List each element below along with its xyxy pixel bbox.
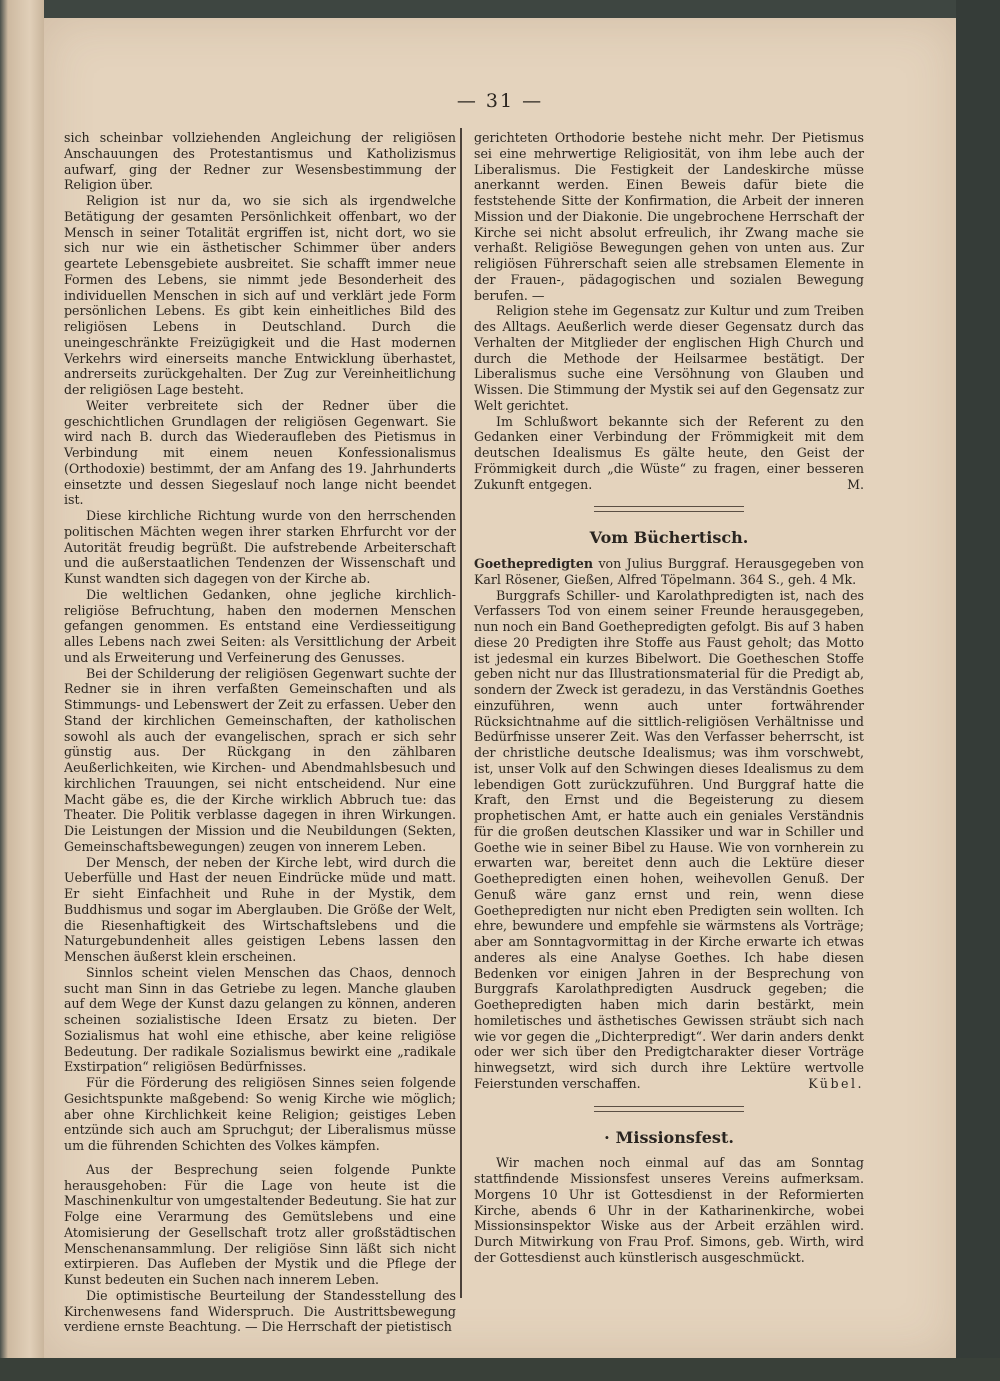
missionsfest-title: Missionsfest. [615, 1127, 734, 1147]
paragraph [474, 414, 864, 493]
missionsfest-text: Wir machen noch einmal auf das am Sonntag stattfindende Missionsfest unseres Vereins aufmerksam. Morgens 10 Uhr ist Gottesdienst in der Reformierten Kirche, abends 6 Uhr in der Katharinenkirche, wobei Missionsinspektor Wiske aus der Arbeit erzählen wird. Durch Mitwirkung von Frau Prof. Simons, geb. Wirth, wird der Gottesdienst auch künstlerisch ausgeschmückt. [474, 1155, 864, 1265]
paragraph: Religion stehe im Gegensatz zur Kultur und zum Treiben des Alltags. Aeußerlich werde dieser Gegensatz durch das Verhalten der Mitglieder der englischen High Church und durch die Methode der Heilsarmee bestätigt. Der Liberalismus suche eine Versöhnung von Glauben und Wissen. Die Stimmung der Mystik sei auf den Gegensatz zur Welt gerichtet. [474, 303, 864, 413]
book-review-text: Burggrafs Schiller- und Karolathpredigten ist, nach des Verfassers Tod von einem seiner Freunde herausgegeben, nun noch ein Band Goethepredigten gefolgt. Bis auf 3 haben diese 20 Predigten ihre Stoffe aus Faust geholt; das Motto ist jedesmal ein kurzes Bibelwort. Die Goetheschen Stoffe geben nicht nur das Illustrationsmaterial für die Predigt ab, sondern der Zweck ist geradezu, in das Verständnis Goethes einzuführen, wenn auch unter fortwährender Rücksichtnahme auf die sittlich-religiösen Verhältnisse und Bedürfnisse unserer Zeit. Was den Verfasser beherrscht, ist der christliche deutsche Idealismus; was ihm vorschwebt, ist, unser Volk auf den Schwingen dieses Idealismus zu dem lebendigen Gott zurückzuführen. Und Burggraf hatte die Kraft, den Ernst und die Begeisterung zu diesem prophetischen Amt, er hatte auch ein geniales Verständnis für die großen deutschen Klassiker und war in Schiller und Goethe wie in seiner Bibel zu Hause. Wie von vornherein zu erwarten war, bereitet denn auch die Lektüre dieser Goethepredigten einen hohen, weihevollen Genuß. Der Genuß wäre ganz ernst und rein, wenn diese Goethepredigten nur nicht eben Predigten sein wollten. Ich ehre, bewundere und empfehle sie wärmstens als Vorträge; aber am Sonntagvormittag in der Kirche erwarte ich etwas anderes als eine Analyse Goethes. Ich habe diesen Bedenken vor einigen Jahren in der Besprechung von Burggrafs Karolathpredigten Ausdruck gegeben; die Goethepredigten haben mich darin bestärkt, mein homiletisches und ästhetisches Gewissen sträubt sich nach wie vor gegen die „Dichterpredigt“. Wer darin anders denkt oder wer sich über den Predigtcharakter dieser Vorträge hinwegsetzt, wird sich durch ihre Lektüre wertvolle Feierstunden verschaffen. [474, 587, 864, 1091]
book-review [474, 588, 864, 1092]
paragraph: Für die Förderung des religiösen Sinnes seien folgende Gesichtspunkte maßgebend: So wenig Kirche wie möglich; aber ohne Kirchlichkeit keine Religion; geistiges Leben entzünde sich auch am Spruchgut; der Liberalismus müsse um die führenden Schichten des Volkes kämpfen. [64, 1075, 456, 1153]
paragraph: gerichteten Orthodorie bestehe nicht mehr. Der Pietismus sei eine mehrwertige Religiosität, von ihm lebe auch der Liberalismus. Die Festigkeit der Landeskirche müsse anerkannt werden. Einen Beweis dafür biete die feststehende Sitte der Konfirmation, die Arbeit der inneren Mission und der Diakonie. Die ungebrochene Herrschaft der Kirche sei nicht absolut erfreulich, ihr Zwang mache sie verhaßt. Religiöse Bewegungen gehen von unten aus. Zur religiösen Führerschaft seien alle strebsamen Elemente in der Frauen-, pädagogischen und sozialen Bewegung berufen. — [474, 130, 864, 303]
paragraph: Diese kirchliche Richtung wurde von den herrschenden politischen Mächten wegen ihrer starken Ehrfurcht vor der Autorität freudig begrüßt. Die aufstrebende Arbeiterschaft und die außerstaatlichen Tendenzen der Wissenschaft und Kunst wandten sich dagegen von der Kirche ab. [64, 508, 456, 586]
paragraph: Bei der Schilderung der religiösen Gegenwart suchte der Redner sie in ihren verfaßten Gemeinschaften und als Stimmungs- und Lebenswert der Zeit zu erfassen. Ueber den Stand der kirchlichen Gemeinschaften, der katholischen sowohl als auch der evangelischen, sprach er sich sehr günstig aus. Der Rückgang in den zählbaren Aeußerlichkeiten, wie Kirchen- und Abendmahlsbesuch und kirchlichen Trauungen, sei nicht entscheidend. Nur eine Macht gäbe es, die der Kirche wirklich Abbruch tue: das Theater. Die Politik verblasse dagegen in ihren Wirkungen. Die Leistungen der Mission und die Neubildungen (Sekten, Gemeinschaftsbewegungen) zeugen von innerem Leben. [64, 665, 456, 854]
paragraph: Die weltlichen Gedanken, ohne jegliche kirchlich-religiöse Befruchtung, haben den modernen Menschen gefangen genommen. Es entstand eine Verdiesseitigung alles Lebens nach zwei Seiten: als Versittlichung der Arbeit und als Erweiterung und Verfeinerung des Genusses. [64, 586, 456, 665]
section-rule [474, 1092, 864, 1124]
book-details: von Julius Burggraf. Herausgegeben von Karl Rösener, Gießen, Alfred Töpelmann. 364 S., geh. 4 Mk. [474, 556, 864, 587]
left-page-edge [0, 0, 44, 1381]
bottom-binding [0, 1358, 1000, 1381]
paragraph: Aus der Besprechung seien folgende Punkte herausgehoben: Für die Lage von heute ist die Maschinenkultur von umgestaltender Bedeutung. Sie hat zur Folge eine Verarmung des Gemütslebens und eine Atomisierung der Gesellschaft trotz aller großstädtischen Menschenansammlung. Der religiöse Sinn läßt sich nicht extirpieren. Das Aufleben der Mystik und die Pflege der Kunst bedeuten ein Suchen nach innerem Leben. [64, 1161, 456, 1287]
page-number: — 31 — [456, 90, 544, 112]
paragraph-text: Im Schlußwort bekannte sich der Referent zu den Gedanken einer Verbindung der Frömmigkeit mit dem deutschen Idealismus Es gälte heute, den Geist der Frömmigkeit durch „die Wüste“ zu fragen, einer besseren Zukunft entgegen. [474, 413, 864, 492]
paragraph: Sinnlos scheint vielen Menschen das Chaos, dennoch sucht man Sinn in das Getriebe zu legen. Manche glauben auf dem Wege der Kunst dazu gelangen zu können, anderen scheinen sozialistische Ideen Ersatz zu bieten. Der Sozialismus hat wohl eine ethische, aber keine religiöse Bedeutung. Der radikale Sozialismus bewirkt eine „radikale Exstirpation“ religiösen Bedürfnisses. [64, 964, 456, 1075]
book-title: Goethepredigten [474, 556, 593, 571]
left-column [64, 130, 456, 1335]
right-column [474, 130, 864, 1266]
section-rule [474, 492, 864, 524]
paragraph: Der Mensch, der neben der Kirche lebt, wird durch die Ueberfülle und Hast der neuen Eindrücke müde und matt. Er sieht Einfachheit und Ruhe in der Mystik, dem Buddhismus und sogar im Aberglauben. Die Größe der Welt, die Riesenhaftigkeit des Wirtschaftslebens und die Naturgebundenheit alles geistigen Lebens lassen den Menschen äußerst klein erscheinen. [64, 854, 456, 964]
reviewer-signature: Kübel. [808, 1075, 864, 1091]
book-binding [956, 0, 1000, 1381]
column-divider [460, 128, 462, 1298]
section-title-missionsfest: · Missionsfest. [604, 1127, 734, 1147]
book-citation [474, 556, 864, 588]
paragraph: Die optimistische Beurteilung der Standesstellung des Kirchenwesens fand Widerspruch. Die Austrittsbewegung verdiene ernste Beachtung. — Die Herrschaft der pietistisch [64, 1287, 456, 1335]
paragraph: Religion ist nur da, wo sie sich als irgendwelche Betätigung der gesamten Persönlichkeit offenbart, wo der Mensch in seiner Totalität ergriffen ist, nicht dort, wo sie sich nur wie ein ästhetischer Schimmer über anders geartete Lebensgebiete ausbreitet. Sie schafft immer neue Formen des Lebens, sie nimmt jede Besonderheit des individuellen Menschen in sich auf und verklärt jede Form persönlichen Lebens. Es gibt kein einheitliches Bild des religiösen Lebens in Deutschland. Durch die uneingeschränkte Freizügigkeit und die Hast modernen Verkehrs wird einerseits manche Entwicklung überhastet, andrerseits zurückgehalten. Der Zug zur Vereinheitlichung der religiösen Lage besteht. [64, 193, 456, 397]
paragraph: sich scheinbar vollziehenden Angleichung der religiösen Anschauungen des Protestantismus und Katholizismus aufwarf, ging der Redner zur Wesensbestimmung der Religion über. [64, 130, 456, 193]
section-title-buechertisch: Vom Büchertisch. [589, 528, 749, 548]
newspaper-page [44, 18, 956, 1358]
author-signature: M. [847, 476, 864, 492]
paragraph: Weiter verbreitete sich der Redner über die geschichtlichen Grundlagen der religiösen Gegenwart. Sie wird nach B. durch das Wiederaufleben des Pietismus in Verbindung mit einem neuen Konfessionalismus (Orthodoxie) bestimmt, der am Anfang des 19. Jahrhunderts einsetzte und dessen Siegeslauf noch lange nicht beendet ist. [64, 397, 456, 508]
